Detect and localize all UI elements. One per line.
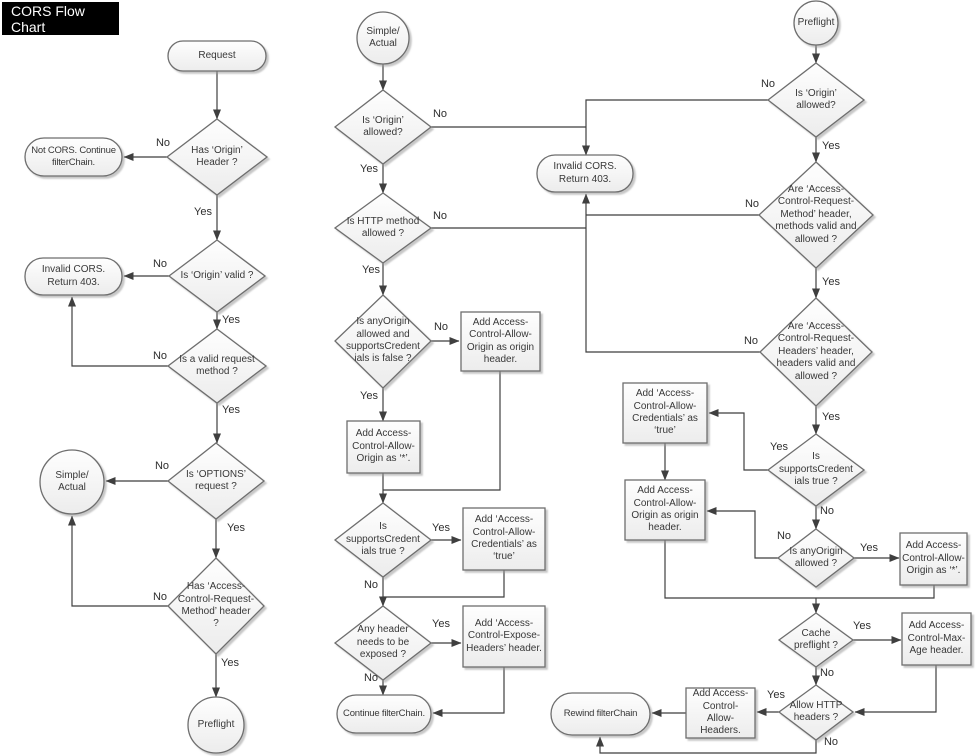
- edge-preflight-origin-no: [586, 100, 768, 155]
- label-is-anyorigin-cred-false: Is anyOrigin allowed and supportsCredent ials is false ?: [346, 316, 420, 365]
- shape-is-anyorigin-cred-false: [335, 295, 431, 388]
- edge-label-yes: Yes: [360, 390, 378, 402]
- edge-label-no: No: [776, 530, 792, 542]
- label-add-acao-star-right: Add Access- Control-Allow- Origin as ‘*’.: [902, 540, 965, 577]
- edge-label-yes: Yes: [194, 206, 212, 218]
- label-add-max-age: Add Access- Control-Max- Age header.: [907, 620, 966, 657]
- shape-request: [168, 41, 266, 71]
- edge-label-no: No: [155, 137, 171, 149]
- edge-label-no: No: [744, 198, 760, 210]
- edge-label-yes: Yes: [362, 264, 380, 276]
- edge-label-yes: Yes: [767, 689, 785, 701]
- label-add-acao-origin-right: Add Access- Control-Allow- Origin as origin header.: [631, 485, 699, 534]
- shape-preflight-right: [794, 1, 838, 45]
- shape-are-acrh-valid: [760, 298, 872, 406]
- label-simple-actual-mid: Simple/ Actual: [366, 25, 400, 49]
- edge-label-yes: Yes: [221, 657, 239, 669]
- label-is-anyorigin-allowed: Is anyOrigin allowed ?: [789, 545, 843, 569]
- chart-title: CORS Flow Chart: [2, 2, 119, 35]
- label-is-supports-cred-right: Is supportsCredent ials true ?: [779, 451, 853, 488]
- shape-is-options-request: [168, 443, 264, 519]
- label-is-origin-valid: Is ‘Origin’ valid ?: [180, 269, 254, 281]
- label-allow-http-headers: Allow HTTP headers ?: [789, 699, 843, 723]
- label-preflight-right: Preflight: [797, 16, 835, 28]
- label-is-supports-cred-mid: Is supportsCredent ials true ?: [346, 521, 420, 558]
- edge-label-no: No: [152, 258, 168, 270]
- edge-label-no: No: [823, 736, 839, 748]
- label-any-header-exposed: Any header needs to be exposed ?: [356, 624, 410, 661]
- shape-has-acrm-header: [168, 558, 264, 654]
- label-is-http-method-allowed: Is HTTP method allowed ?: [346, 215, 420, 239]
- shape-are-acrm-valid: [759, 162, 873, 268]
- edge-label-yes: Yes: [822, 276, 840, 288]
- shape-allow-http-headers: [779, 685, 853, 740]
- edge-label-yes: Yes: [860, 542, 878, 554]
- shape-add-acao-star-mid: [347, 421, 420, 473]
- shape-rewind-filterchain: [551, 693, 650, 735]
- edge-label-no: No: [819, 667, 835, 679]
- shape-add-acac-true-mid: [463, 508, 545, 570]
- label-add-acac-true-mid: Add ‘Access- Control-Allow- Credentials’ as ‘true’: [471, 514, 537, 563]
- edge-valid-method-no: [72, 297, 168, 366]
- label-cache-preflight: Cache preflight ?: [794, 627, 838, 651]
- label-preflight-left: Preflight: [197, 718, 235, 730]
- shape-is-supports-cred-right: [768, 434, 864, 506]
- label-is-valid-request-method: Is a valid request method ?: [179, 353, 255, 377]
- shape-add-acao-star-right: [900, 533, 967, 585]
- edge-label-no: No: [433, 321, 449, 333]
- shape-add-acao-origin-mid: [461, 312, 540, 371]
- edge-label-yes: Yes: [853, 620, 871, 632]
- edge-label-no: No: [760, 78, 776, 90]
- edge-label-no: No: [363, 579, 379, 591]
- edge-label-no: No: [154, 460, 170, 472]
- edge-cred-mid-out: [383, 570, 504, 597]
- label-are-acrm-valid: Are ‘Access- Control-Request- Method’ header, methods valid and allowed ?: [775, 184, 857, 245]
- edge-label-yes: Yes: [227, 522, 245, 534]
- label-add-acac-true-right: Add ‘Access- Control-Allow- Credentials’ as ‘true’: [632, 388, 698, 437]
- shape-is-origin-valid: [169, 240, 265, 312]
- label-add-acao-origin-mid: Add Access- Control-Allow- Origin as origin header.: [466, 316, 535, 365]
- edge-anyorigin-right-no: [707, 511, 778, 558]
- edge-label-yes: Yes: [822, 411, 840, 423]
- edge-label-no: No: [432, 210, 448, 222]
- label-has-acrm-header: Has ‘Access- Control-Request- Method’ header ?: [177, 581, 255, 630]
- label-add-acao-star-mid: Add Access- Control-Allow- Origin as ‘*’.: [352, 428, 415, 465]
- label-add-allow-headers: Add Access- Control- Allow- Headers.: [692, 688, 749, 737]
- label-invalid-cors-mid: Invalid CORS. Return 403.: [553, 161, 617, 185]
- edge-label-yes: Yes: [770, 441, 788, 453]
- shape-add-acac-true-right: [623, 383, 707, 443]
- label-are-acrh-valid: Are ‘Access- Control-Request- Headers’ header, headers valid and allowed ?: [776, 321, 856, 382]
- edge-label-yes: Yes: [360, 163, 378, 175]
- label-is-origin-allowed-mid: Is ‘Origin’ allowed?: [362, 114, 404, 138]
- label-is-options-request: Is ‘OPTIONS’ request ?: [185, 468, 246, 492]
- edge-maxage-out: [855, 665, 936, 712]
- shape-add-expose-headers: [463, 606, 545, 667]
- label-not-cors: Not CORS. Continue filterChain.: [31, 145, 116, 168]
- edge-label-no: No: [152, 591, 168, 603]
- edge-label-no: No: [152, 350, 168, 362]
- edge-label-yes: Yes: [222, 404, 240, 416]
- shape-is-origin-allowed-right: [768, 63, 864, 137]
- label-continue-filterchain: Continue filterChain.: [343, 708, 425, 720]
- edge-label-yes: Yes: [432, 618, 450, 630]
- edge-label-no: No: [432, 108, 448, 120]
- edge-label-no: No: [819, 505, 835, 517]
- edge-label-yes: Yes: [822, 140, 840, 152]
- shape-preflight-left: [188, 697, 244, 753]
- label-has-origin-header: Has ‘Origin’ Header ?: [191, 144, 243, 168]
- label-add-expose-headers: Add ‘Access- Control-Expose- Headers’ header.: [466, 617, 542, 654]
- shape-simple-actual-left: [40, 450, 104, 514]
- shape-is-origin-allowed-mid: [335, 90, 431, 164]
- edge-label-no: No: [363, 672, 379, 684]
- shape-not-cors: [25, 138, 122, 176]
- shape-invalid-cors-left: [25, 258, 122, 295]
- shape-is-valid-request-method: [168, 329, 266, 403]
- shape-add-max-age: [902, 613, 971, 665]
- shape-continue-filterchain: [337, 695, 431, 733]
- shape-cache-preflight: [779, 613, 853, 667]
- edge-label-no: No: [743, 335, 759, 347]
- edge-acrm-header-no: [72, 516, 168, 606]
- label-is-origin-allowed-right: Is ‘Origin’ allowed?: [795, 87, 837, 111]
- edge-supports-cred-right-yes: [709, 413, 768, 470]
- edge-label-yes: Yes: [222, 314, 240, 326]
- shape-add-allow-headers: [686, 688, 755, 738]
- label-invalid-cors-left: Invalid CORS. Return 403.: [41, 264, 106, 288]
- shape-invalid-cors-mid: [537, 155, 633, 192]
- edge-allow-http-no: [600, 737, 816, 753]
- label-simple-actual-left: Simple/ Actual: [55, 469, 89, 493]
- shape-simple-actual-mid: [357, 12, 409, 64]
- shape-is-supports-cred-mid: [335, 503, 431, 577]
- edge-acrh-valid-no: [586, 194, 762, 352]
- shape-is-anyorigin-allowed: [778, 529, 854, 587]
- shape-add-acao-origin-right: [625, 480, 705, 540]
- shape-is-http-method-allowed: [335, 193, 431, 263]
- label-request: Request: [198, 49, 236, 61]
- shapes: [25, 1, 971, 753]
- edge-expose-out: [433, 667, 504, 713]
- edge-label-yes: Yes: [432, 522, 450, 534]
- shape-any-header-exposed: [335, 606, 431, 680]
- shape-has-origin-header: [167, 119, 267, 195]
- label-rewind-filterchain: Rewind filterChain: [563, 708, 638, 720]
